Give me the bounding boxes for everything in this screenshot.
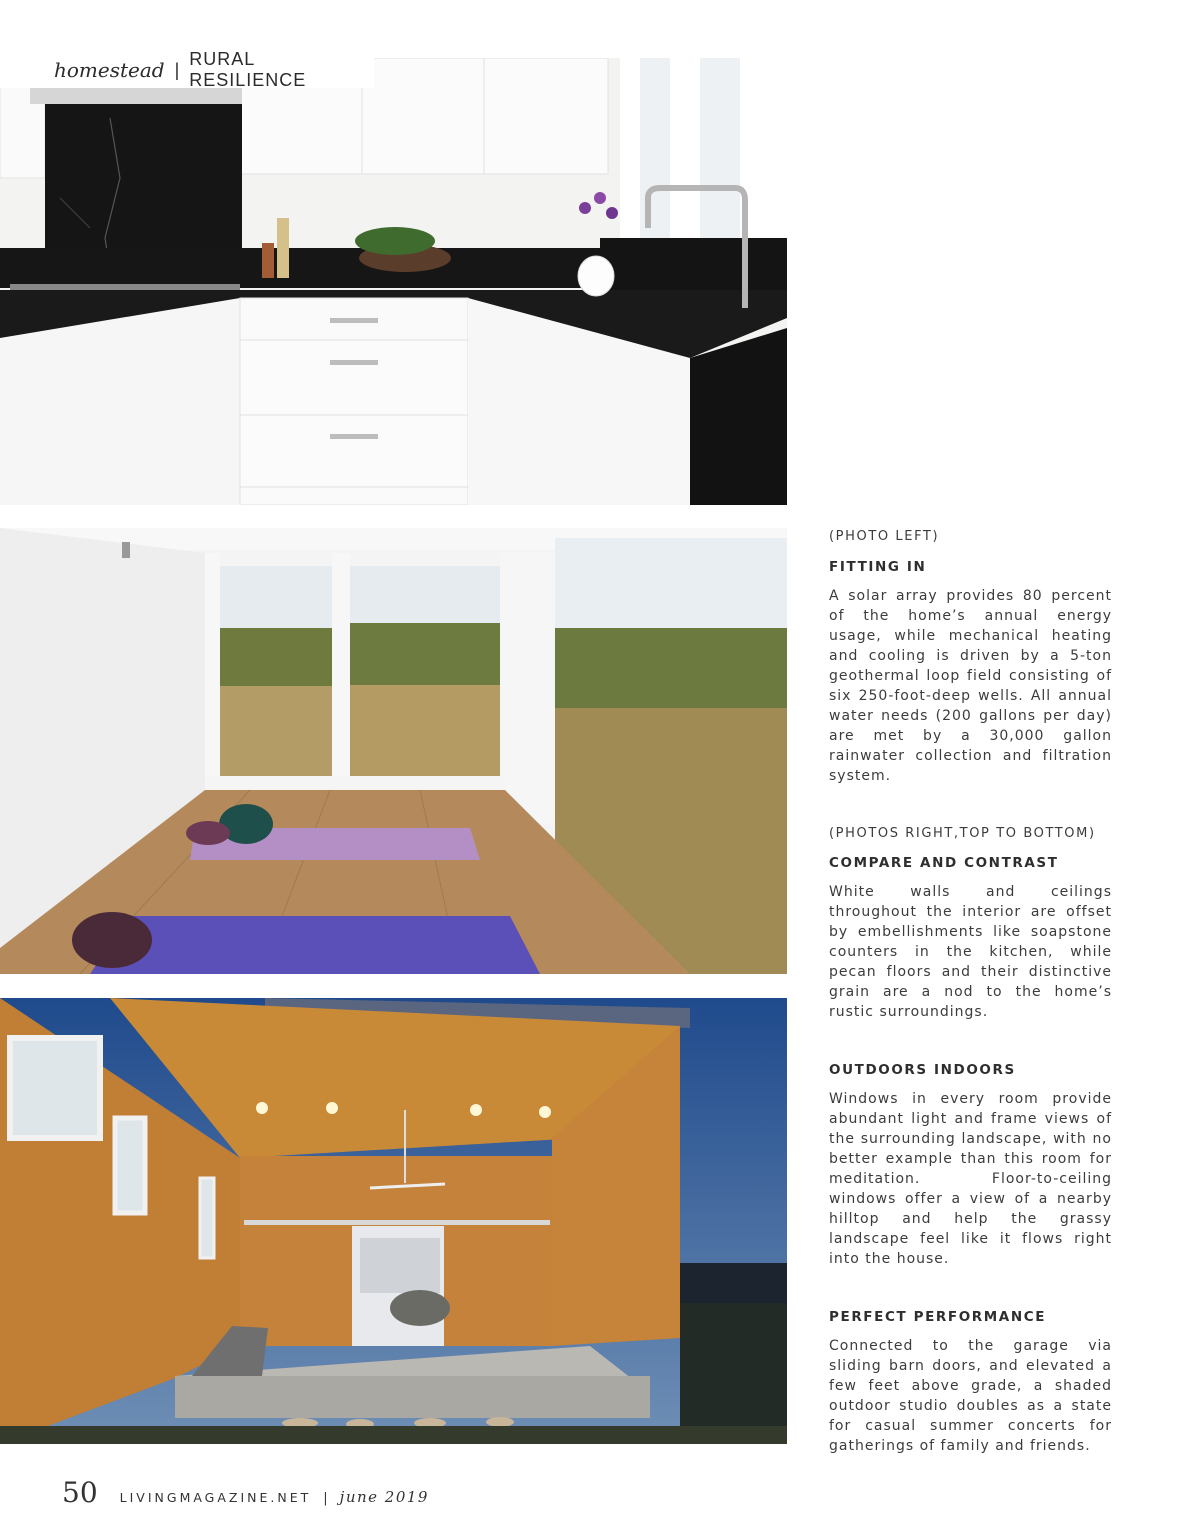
captions-sidebar (829, 527, 1112, 1456)
meditation-room-photo (0, 528, 787, 974)
outdoor-studio-photo (0, 998, 787, 1444)
outdoors-indoors-heading: OUTDOORS INDOORS (829, 1062, 1016, 1078)
photos-right-tag: (PHOTOS RIGHT,TOP TO BOTTOM) (829, 826, 1096, 841)
magazine-url: LIVINGMAGAZINE.NET (119, 1490, 312, 1505)
compare-contrast-heading: COMPARE AND CONTRAST (829, 855, 1059, 871)
perfect-performance-body: Connected to the garage via sliding barn doors, and elevated a few feet above grade, a shaded outdoor studio doubles as a state for casual summer concerts for gatherings of family and friends. (829, 1338, 1112, 1454)
page-number: 50 (62, 1476, 98, 1509)
outdoors-indoors-body: Windows in every room provide abundant light and frame views of the surrounding landscape, with no better example than this room for meditation. Floor-to-ceiling windows offer a view of a nearby hilltop and help the grassy landscape feel like it flows right into the house. (829, 1091, 1112, 1267)
footer-separator: | (323, 1491, 328, 1506)
page-header (0, 49, 374, 90)
kitchen-photo (0, 58, 787, 505)
header-separator: | (174, 59, 180, 80)
page-footer (62, 1476, 429, 1516)
fitting-in-body: A solar array provides 80 percent of the home’s annual energy usage, while mechanical heating and cooling is driven by a 5-ton geothermal loop field consisting of six 250-foot-deep wells. All annual water needs (200 gallons per day) are met by a 30,000 gallon rainwater collection and filtration system. (829, 588, 1112, 784)
fitting-in-heading: FITTING IN (829, 559, 927, 575)
photo-left-tag: (PHOTO LEFT) (829, 529, 940, 544)
perfect-performance-heading: PERFECT PERFORMANCE (829, 1309, 1047, 1325)
compare-contrast-body: White walls and ceilings throughout the interior are offset by embellishments like soapstone counters in the kitchen, while pecan floors and their distinctive grain are a nod to the home’s rustic surroundings. (829, 884, 1112, 1020)
section-name: homestead (54, 58, 165, 82)
issue-date: june 2019 (339, 1488, 429, 1506)
series-title: RURAL RESILIENCE (189, 49, 307, 90)
